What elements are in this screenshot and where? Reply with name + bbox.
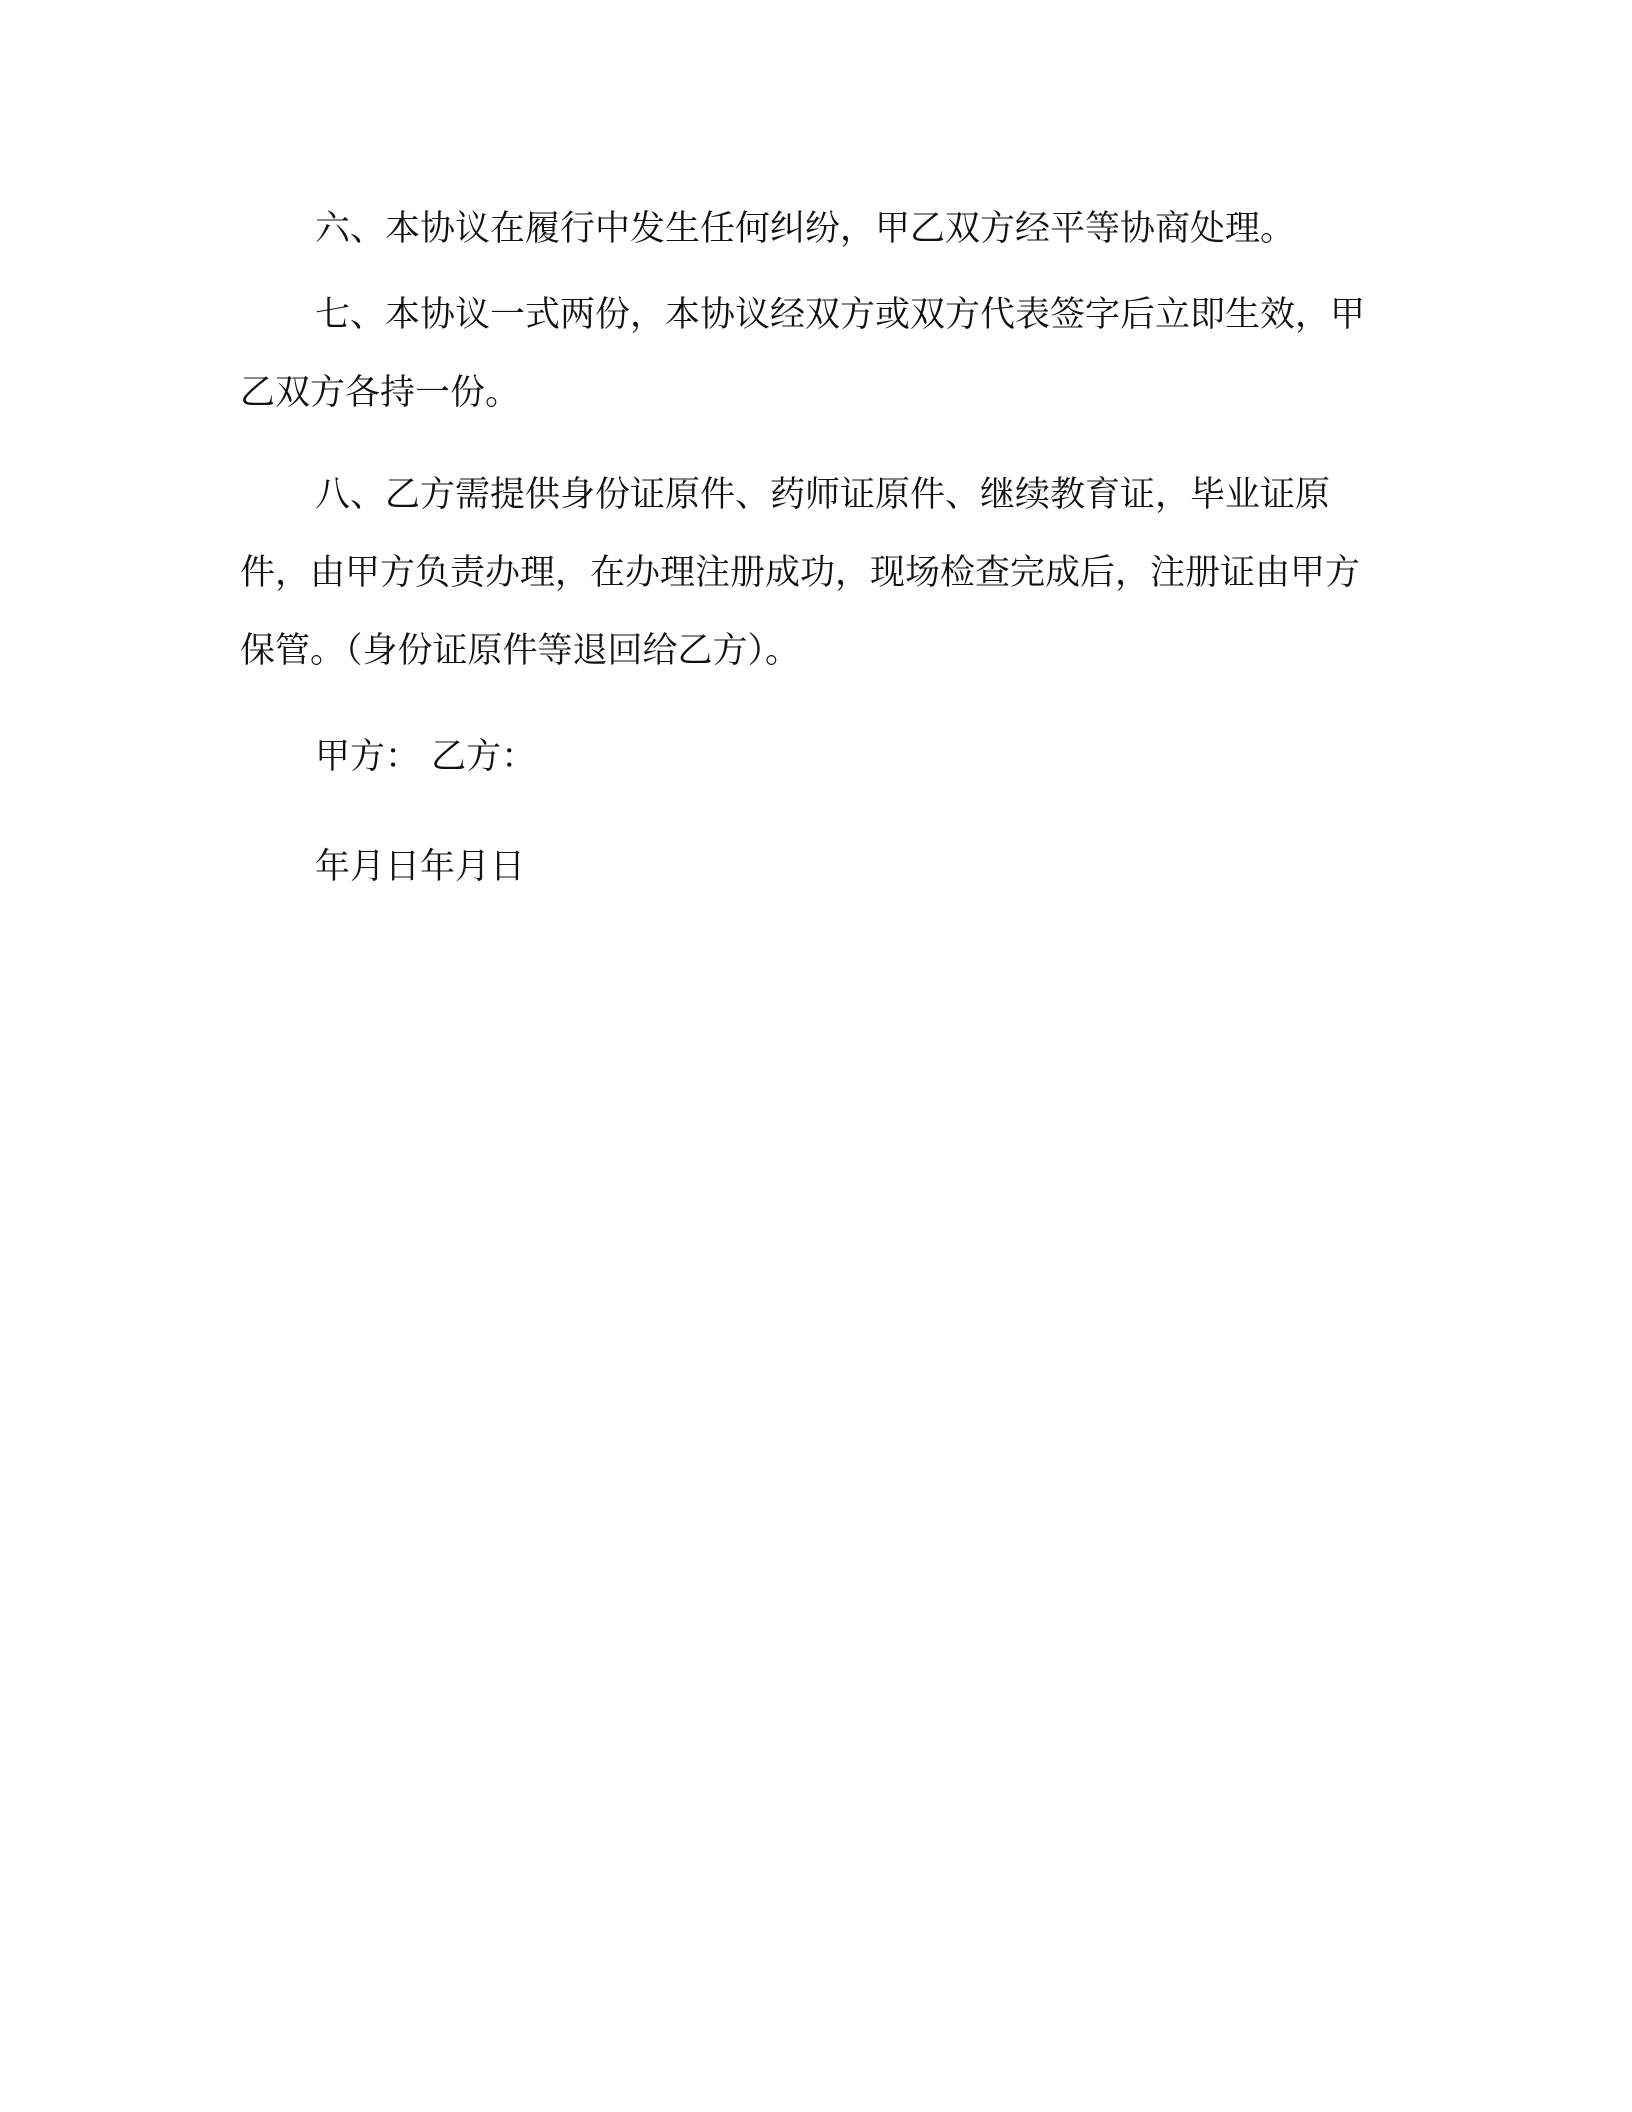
clause-eight: 八、乙方需提供身份证原件、药师证原件、继续教育证，毕业证原件，由甲方负责办理，在办理注册成功，现场检查完成后，注册证由甲方保管。（身份证原件等退回给乙方）。 [240, 475, 1361, 671]
clause-six: 六、本协议在履行中发生任何纠纷，甲乙双方经平等协商处理。 [315, 209, 1296, 249]
date-line: 年月日年月日 [315, 847, 526, 887]
signature-line: 甲方： 乙方： [315, 737, 537, 777]
document-body [240, 190, 1390, 906]
clause-seven: 七、本协议一式两份，本协议经双方或双方代表签字后立即生效，甲乙双方各持一份。 [240, 295, 1366, 413]
